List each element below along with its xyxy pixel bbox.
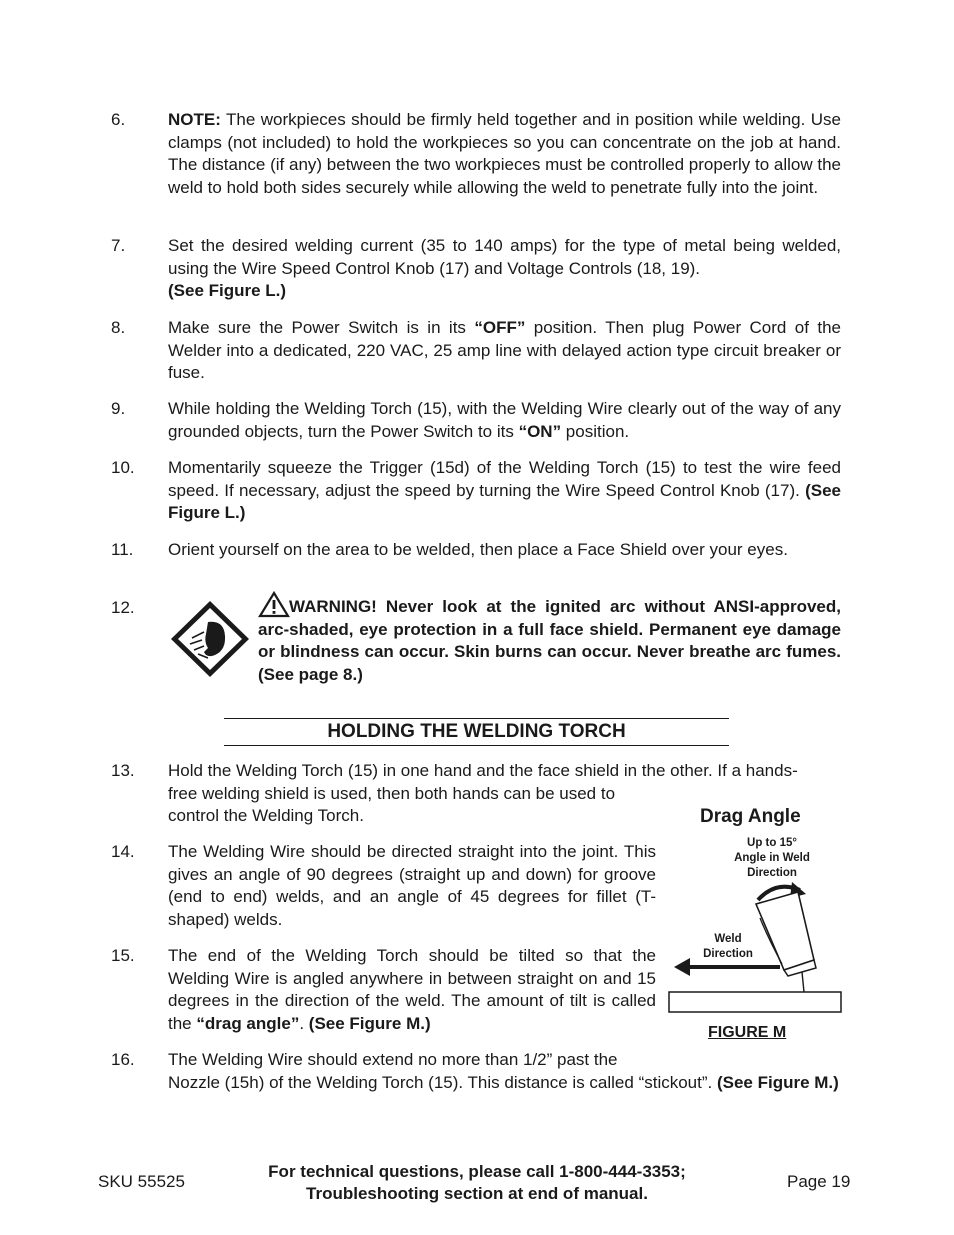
item-number: 16.	[111, 1050, 135, 1069]
face-shield-warning-icon	[168, 598, 252, 680]
item-text: The end of the Welding Torch should be tilted so that the Welding Wire is angled anywhere in between straight on and 15 degrees in the direction of the weld. The amount of tilt is called the “drag angle”. (See Figure M.)	[168, 946, 656, 1033]
item-number: 14.	[111, 842, 135, 861]
item-text: Hold the Welding Torch (15) in one hand and the face shield in the other. If a hands- free welding shield is used, then both hands can be used to control the Welding Torch.	[168, 761, 798, 826]
warning-text: WARNING! Never look at the ignited arc without ANSI-approved, arc-shaded, eye protection in a full face shield. Permanent eye damage or blindness can occur. Skin burns can occur. Never breathe arc fumes. (See page 8.)	[258, 597, 841, 684]
item-number: 15.	[111, 946, 135, 965]
item-number: 9.	[111, 399, 126, 418]
item-number: 8.	[111, 318, 126, 337]
page-number: Page 19	[787, 1172, 851, 1191]
angle-label: Up to 15° Angle in Weld Direction	[734, 837, 810, 879]
item-number: 7.	[111, 236, 126, 255]
sku-label: SKU 55525	[98, 1172, 185, 1191]
item-text: The Welding Wire should be directed straight into the joint. This gives an angle of 90 degrees (straight up and down) for groove (end to end) welds, and an angle of 45 degrees for fillet (T-shaped) welds.	[168, 842, 656, 929]
drag-angle-diagram	[664, 878, 844, 1014]
item-number: 10.	[111, 458, 135, 477]
weld-direction-label: Weld Direction	[703, 933, 753, 960]
item-number: 12.	[111, 598, 135, 617]
torch-body	[756, 892, 814, 970]
item-text: NOTE: The workpieces should be firmly held together and in position while welding. Use clamps (not included) to hold the workpieces so you can concentrate on the job at hand. The distance (if any) between the two workpieces must be controlled properly to allow the weld to hold both sides securely while allowing the weld to penetrate fully into the joint.	[168, 110, 841, 197]
item-number: 6.	[111, 110, 126, 129]
figure-title: Drag Angle	[700, 806, 801, 827]
item-text: Make sure the Power Switch is in its “OFF” position. Then plug Power Cord of the Welder into a dedicated, 220 VAC, 25 amp line with delayed action type circuit breaker or fuse.	[168, 318, 841, 383]
item-text: While holding the Welding Torch (15), with the Welding Wire clearly out of the way of any grounded objects, turn the Power Switch to its “ON” position.	[168, 399, 841, 441]
item-text: Set the desired welding current (35 to 140 amps) for the type of metal being welded, using the Wire Speed Control Knob (17) and Voltage Controls (18, 19). (See Figure L.)	[168, 236, 841, 301]
workpiece	[669, 992, 841, 1012]
section-heading: HOLDING THE WELDING TORCH	[224, 718, 729, 746]
item-text: The Welding Wire should extend no more than 1/2” past the Nozzle (15h) of the Welding Torch (15). This distance is called “stickout”. (See Figure M.)	[168, 1050, 839, 1092]
item-text: Momentarily squeeze the Trigger (15d) of the Welding Torch (15) to test the wire feed speed. If necessary, adjust the speed by turning the Wire Speed Control Knob (17). (See Figure L.)	[168, 458, 841, 523]
support-note: For technical questions, please call 1-800-444-3353; Troubleshooting section at end of manual.	[268, 1162, 686, 1203]
item-text: Orient yourself on the area to be welded, then place a Face Shield over your eyes.	[168, 540, 788, 559]
item-number: 13.	[111, 761, 135, 780]
wire	[802, 972, 804, 992]
item-number: 11.	[111, 540, 134, 559]
weld-arrowhead	[674, 958, 690, 976]
figure-caption: FIGURE M	[708, 1024, 787, 1041]
